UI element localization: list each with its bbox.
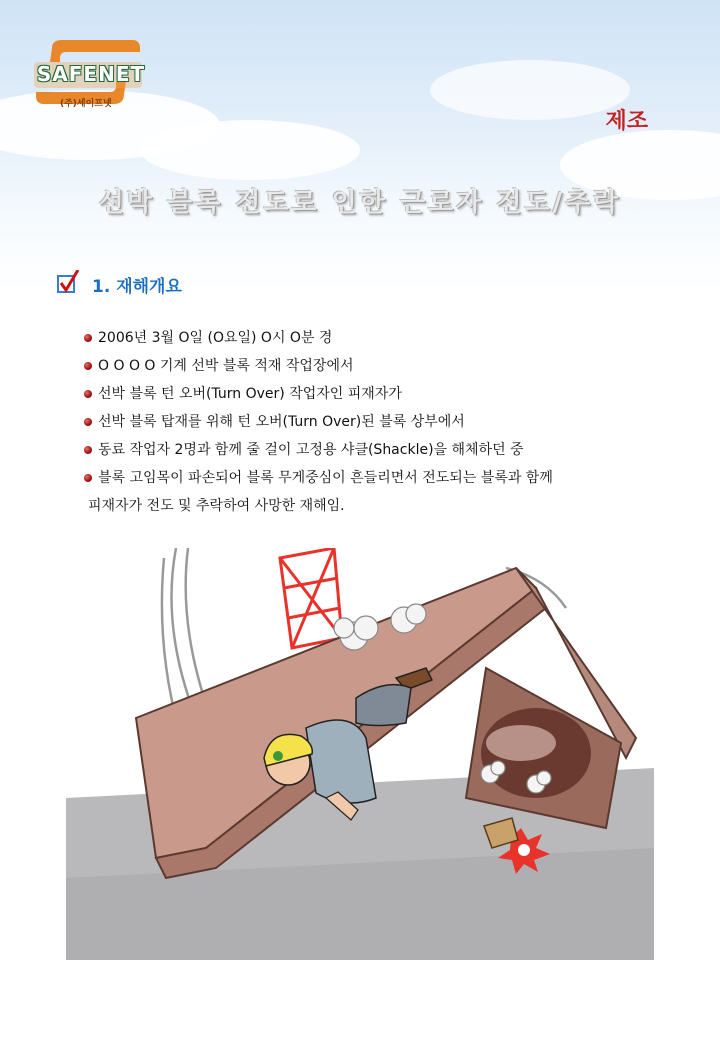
list-item	[84, 436, 674, 464]
list-item	[84, 352, 674, 380]
incident-summary-list	[84, 324, 674, 520]
list-item-text: 2006년 3월 O일 (O요일) O시 O분 경	[98, 330, 333, 346]
list-item-text: 동료 작업자 2명과 함께 줄 걸이 고정용 샤클(Shackle)을 해체하던 중	[98, 442, 524, 458]
list-item-continuation: 피재자가 전도 및 추락하여 사망한 재해임.	[88, 498, 345, 514]
list-item-text: 선박 블록 턴 오버(Turn Over) 작업자인 피재자가	[98, 386, 402, 402]
list-item	[84, 380, 674, 408]
bullet-icon	[84, 418, 92, 426]
bullet-icon	[84, 390, 92, 398]
bullet-icon	[84, 362, 92, 370]
cloud-decoration	[140, 120, 360, 180]
bullet-icon	[84, 446, 92, 454]
list-item-text: 선박 블록 탑재를 위해 턴 오버(Turn Over)된 블록 상부에서	[98, 414, 465, 430]
accident-illustration	[66, 548, 654, 960]
list-item-text: O O O O 기계 선박 블록 적재 작업장에서	[98, 358, 354, 374]
safenet-logo	[32, 38, 144, 118]
list-item	[84, 408, 674, 436]
checkbox-checked-icon	[56, 270, 80, 294]
logo-wordmark: SAFENET	[36, 62, 146, 86]
list-item	[84, 324, 674, 352]
page-title: 선박 블록 전도로 인한 근로자 전도/추락	[98, 188, 622, 218]
category-label: 제조	[605, 109, 648, 134]
cloud-decoration	[430, 60, 630, 120]
list-item-text: 블록 고임목이 파손되어 블록 무게중심이 흔들리면서 전도되는 블록과 함께	[98, 470, 553, 486]
bullet-icon	[84, 334, 92, 342]
logo-subtitle: (주)세이프넷	[60, 99, 112, 109]
bullet-icon	[84, 474, 92, 482]
section-title: 1. 재해개요	[92, 277, 182, 297]
list-item	[84, 464, 674, 520]
